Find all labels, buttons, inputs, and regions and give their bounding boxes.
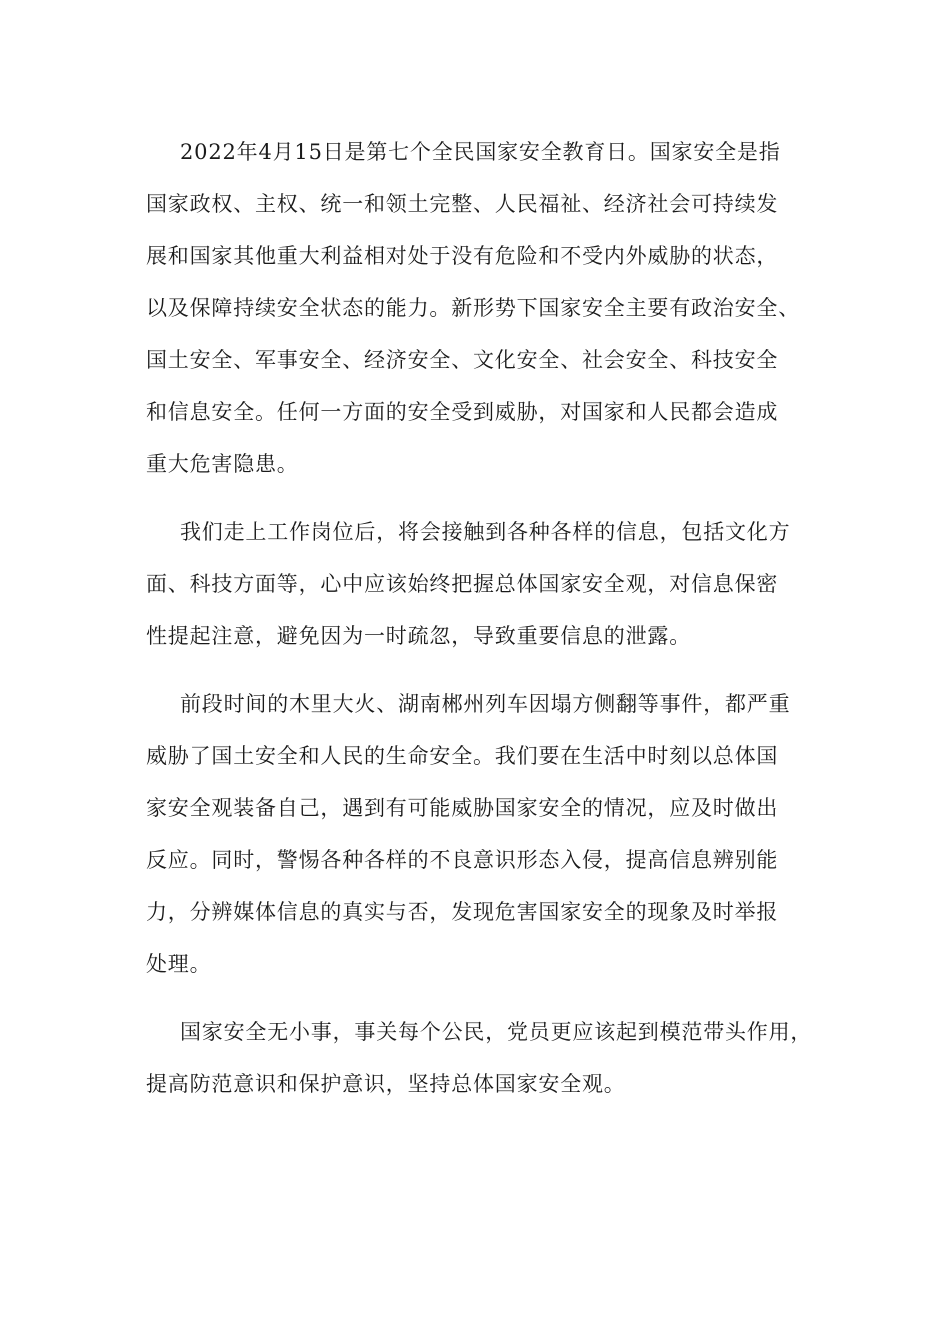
paragraph-1: 2022年4月15日是第七个全民国家安全教育日。国家安全是指 国家政权、主权、统一和领土完整、人民福祉、经济社会可持续发 展和国家其他重大利益相对处于没有危险和不受内外威胁的状态， 以及保障持续安全状态的能力。新形势下国家安全主要有政治安全、 国土安全、军事安全、经济安全、文化安全、社会安全、科技安全 和信息安全。任何一方面的安全受到威胁，对国家和人民都会造成 重大危害隐患。 (146, 140, 800, 476)
paragraph-4: 国家安全无小事，事关每个公民，党员更应该起到模范带头作用， 提高防范意识和保护意识，坚持总体国家安全观。 (146, 1020, 813, 1096)
paragraph-3: 前段时间的木里大火、湖南郴州列车因塌方侧翻等事件，都严重 威胁了国土安全和人民的生命安全。我们要在生活中时刻以总体国 家安全观装备自己，遇到有可能威胁国家安全的情况，应及时做出 反应。同时，警惕各种各样的不良意识形态入侵，提高信息辨别能 力，分辨媒体信息的真实与否，发现危害国家安全的现象及时举报 处理。 (146, 692, 791, 976)
paragraph-2: 我们走上工作岗位后，将会接触到各种各样的信息，包括文化方 面、科技方面等，心中应该始终把握总体国家安全观，对信息保密 性提起注意，避免因为一时疏忽，导致重要信息的泄露。 (146, 520, 791, 648)
document-body (146, 126, 826, 1126)
